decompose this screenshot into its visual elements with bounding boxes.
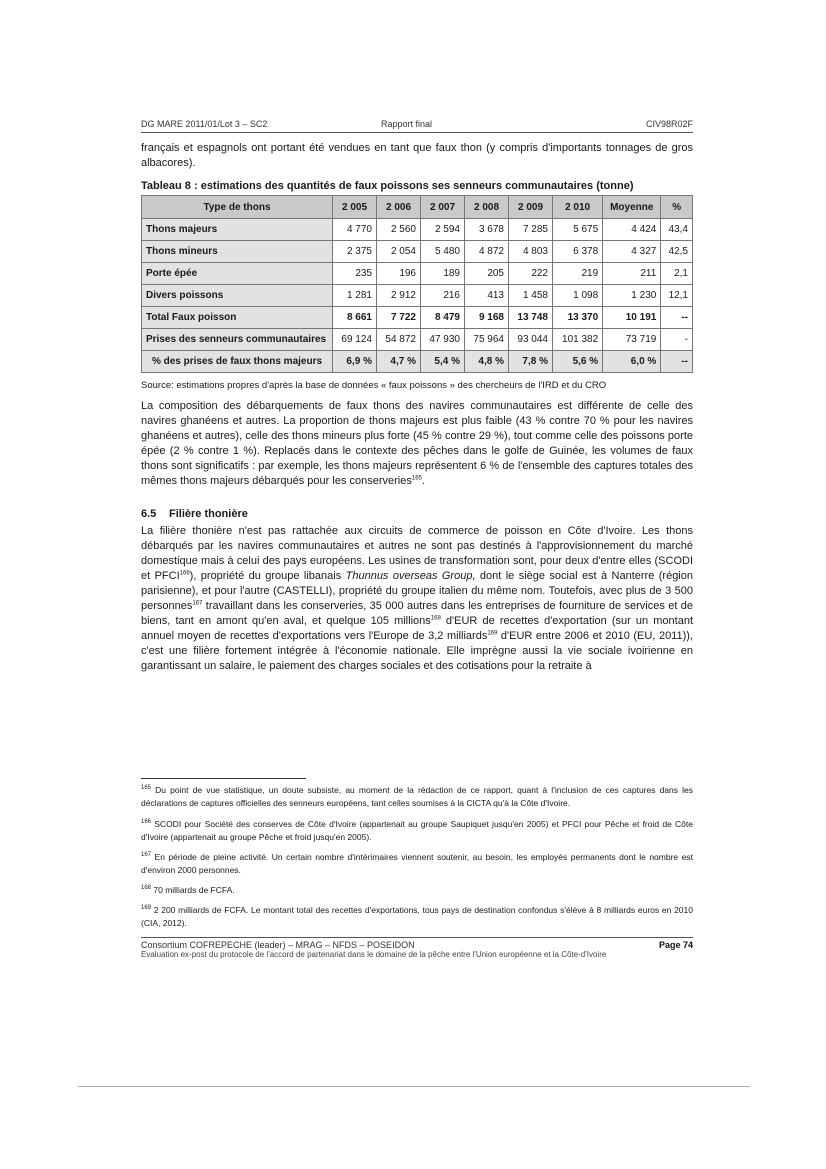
table-header-row (142, 196, 693, 219)
col-header: 2 008 (465, 196, 509, 219)
fake-fish-table (141, 195, 693, 373)
paragraph-text: d'EUR de recettes d'exportation (sur un montant annuel moyen de recettes d'exportations vers l'Europe de 3,2 milliards (141, 615, 693, 642)
table-cell: 4 327 (603, 241, 661, 263)
footnote-ref[interactable]: 165 (411, 475, 422, 482)
table-row (142, 329, 693, 351)
table-cell: -- (661, 351, 693, 373)
table-cell: 5,4 % (421, 351, 465, 373)
table-row (142, 285, 693, 307)
table-cell: 222 (509, 263, 553, 285)
table-cell: 2,1 (661, 263, 693, 285)
table-cell: 4 770 (333, 219, 377, 241)
col-header: 2 010 (553, 196, 603, 219)
paragraph-text: d'EUR entre 2006 et 2010 (EU, 2011)), c'est une filière fortement intégrée à l'économie nationale. Elle imprègne aussi la vie sociale ivoirienne en garantissant un salaire, le paiement des charges sociales et des cotisations pour la retraite à (141, 630, 693, 672)
row-label: Thons mineurs (142, 241, 333, 263)
page-header (141, 119, 693, 133)
col-header: % (661, 196, 693, 219)
italic-text: Thunnus overseas Group, (345, 570, 476, 582)
table-cell: - (661, 329, 693, 351)
table-row (142, 219, 693, 241)
paragraph-composition: La composition des débarquements de faux thons des navires communautaires est différente de celle des navires ghanéens et autres. La proportion de thons majeurs est plus faible (43 % contre 70 % pour les navires ghanéens et autres), celle des thons mineurs plus forte (45 % contre 29 %), tout comme celle des poissons porte épée (2 % contre 1 %). Replacés dans le contexte des pêches dans le golfe de Guinée, les volumes de faux thons sont significatifs : par exemple, les thons majeurs représentent 6 % de l'ensemble des captures totales des mêmes thons majeurs débarqués pour les conserveries$^{165}$. (141, 400, 693, 487)
footnote-number: 165 (141, 785, 152, 792)
table-cell: 211 (603, 263, 661, 285)
table-cell: 6 378 (553, 241, 603, 263)
table-cell: 8 479 (421, 307, 465, 329)
table-cell: 2 912 (377, 285, 421, 307)
footnote (141, 884, 693, 897)
table-cell: 2 054 (377, 241, 421, 263)
footnote (141, 784, 693, 810)
footer-title: Evaluation ex-post du protocole de l'accord de partenariat dans le domaine de la pêche entre l'Union européenne et la Côte-d'Ivoire (141, 950, 607, 959)
paragraph-text: dont le siège social est à Nanterre (région parisienne), et pour l'autre (CASTELLI), propriété du groupe italien du même nom. Toutefois, avec plus de 3 500 personnes (141, 570, 693, 612)
row-label: Divers poissons (142, 285, 333, 307)
col-header: Type de thons (142, 196, 333, 219)
table-cell: 1 230 (603, 285, 661, 307)
col-header: 2 007 (421, 196, 465, 219)
table-cell: 2 560 (377, 219, 421, 241)
col-header: 2 006 (377, 196, 421, 219)
footnote (141, 818, 693, 844)
col-header: 2 009 (509, 196, 553, 219)
footnote-ref[interactable]: 166 (179, 570, 190, 577)
table-cell: 2 375 (333, 241, 377, 263)
table-cell: 12,1 (661, 285, 693, 307)
table-row (142, 241, 693, 263)
footer-consortium: Consortium COFREPECHE (leader) – MRAG – NFDS – POSEIDON (141, 940, 415, 950)
row-label: Prises des senneurs communautaires (142, 329, 333, 351)
table-cell: 5 480 (421, 241, 465, 263)
table-cell: 6,9 % (333, 351, 377, 373)
footnote-number: 169 (141, 905, 152, 912)
table-cell: 75 964 (465, 329, 509, 351)
footnote-ref[interactable]: 168 (430, 615, 441, 622)
table-cell: 3 678 (465, 219, 509, 241)
paragraph-text: La filière thonière n'est pas rattachée aux circuits de commerce de poisson en Côte d'Ivoire. Les thons débarqués par les navires communautaires et autres ne sont pas destinés à l'approvisionnement du marché domestique mais à celui des pays européens. Les usines de transformation sont, pour deux d'entre elles (SCODI et PFCI (141, 525, 693, 582)
table-source: Source: estimations propres d'après la base de données « faux poissons » des chercheurs de l'IRD et du CRO (141, 380, 607, 391)
footnote-text: 2 200 milliards de FCFA. Le montant total des recettes d'exportations, tous pays de destination confondus s'élève à 8 milliards euros en 2010 (CIA, 2012). (141, 905, 693, 928)
table-cell: 93 044 (509, 329, 553, 351)
table-cell: 101 382 (553, 329, 603, 351)
table-cell: 13 748 (509, 307, 553, 329)
page-bottom-divider (78, 1086, 750, 1087)
table-cell: -- (661, 307, 693, 329)
row-label: Thons majeurs (142, 219, 333, 241)
row-label: Total Faux poisson (142, 307, 333, 329)
table-cell: 4,8 % (465, 351, 509, 373)
table-cell: 5,6 % (553, 351, 603, 373)
footnote-ref[interactable]: 167 (192, 600, 203, 607)
footnote (141, 904, 693, 930)
section-title: Filière thonière (169, 508, 248, 520)
table-cell: 7 722 (377, 307, 421, 329)
footnote-number: 168 (141, 885, 152, 892)
table-cell: 6,0 % (603, 351, 661, 373)
header-right: CIV98R02F (645, 119, 693, 129)
table-cell: 7 285 (509, 219, 553, 241)
paragraph-intro: français et espagnols ont portant été vendues en tant que faux thon (y compris d'importants tonnages de gros albacores). (141, 142, 693, 169)
table-cell: 10 191 (603, 307, 661, 329)
section-heading (141, 508, 248, 520)
table-cell: 69 124 (333, 329, 377, 351)
table-cell: 205 (465, 263, 509, 285)
header-left: DG MARE 2011/01/Lot 3 – SC2 (141, 119, 268, 129)
footnote-number: 166 (141, 819, 152, 826)
table-cell: 42,5 (661, 241, 693, 263)
table-cell: 1 098 (553, 285, 603, 307)
table-cell: 4,7 % (377, 351, 421, 373)
table-cell: 4 872 (465, 241, 509, 263)
table-cell: 1 458 (509, 285, 553, 307)
table-cell: 219 (553, 263, 603, 285)
table-cell: 2 594 (421, 219, 465, 241)
table-cell: 216 (421, 285, 465, 307)
table-cell: 54 872 (377, 329, 421, 351)
page-footer (141, 937, 693, 959)
table-cell: 196 (377, 263, 421, 285)
table-cell: 4 803 (509, 241, 553, 263)
table-cell: 73 719 (603, 329, 661, 351)
footnote (141, 851, 693, 877)
footnote-number: 167 (141, 852, 152, 859)
table-cell: 7,8 % (509, 351, 553, 373)
footnote-ref[interactable]: 169 (487, 630, 498, 637)
table-cell: 1 281 (333, 285, 377, 307)
paragraph-text: La composition des débarquements de faux thons des navires communautaires est différente de celle des navires ghanéens et autres. La proportion de thons majeurs est plus faible (43 % contre 70 % pour les navires ghanéens et autres), celle des thons mineurs plus forte (45 % contre 29 %), tout comme celle des poissons porte épée (2 % contre 1 %). Replacés dans le contexte des pêches dans le golfe de Guinée, les volumes de faux thons sont significatifs : par exemple, les thons majeurs représentent 6 % de l'ensemble des captures totales des mêmes thons majeurs débarqués pour les conserveries (141, 400, 693, 487)
footnote-divider (141, 778, 306, 779)
table-row (142, 263, 693, 285)
footnote-text: 70 milliards de FCFA. (151, 885, 235, 895)
row-label: Porte épée (142, 263, 333, 285)
table-cell: 5 675 (553, 219, 603, 241)
table-cell: 47 930 (421, 329, 465, 351)
table-cell: 8 661 (333, 307, 377, 329)
section-number: 6.5 (141, 508, 157, 520)
paragraph-filiere (141, 524, 693, 674)
table-cell: 13 370 (553, 307, 603, 329)
table-row-total (142, 307, 693, 329)
table-cell: 413 (465, 285, 509, 307)
footnote-text: En période de pleine activité. Un certain nombre d'intérimaires viennent soutenir, au besoin, les employés permanents dont le nombre est d'environ 2000 personnes. (141, 852, 693, 875)
table-cell: 189 (421, 263, 465, 285)
table-cell: 235 (333, 263, 377, 285)
table-cell: 4 424 (603, 219, 661, 241)
row-label: % des prises de faux thons majeurs (142, 351, 333, 373)
col-header: Moyenne (603, 196, 661, 219)
paragraph-text: travaillant dans les conserveries, 35 000 autres dans les entreprises de fourniture de services et de biens, tant en amont qu'en aval, et quelque 105 millions (141, 600, 693, 627)
table-row-percent (142, 351, 693, 373)
table-cell: 9 168 (465, 307, 509, 329)
table-caption: Tableau 8 : estimations des quantités de faux poissons ses senneurs communautaires (tonne) (141, 180, 634, 192)
table-cell: 43,4 (661, 219, 693, 241)
col-header: 2 005 (333, 196, 377, 219)
paragraph-text: ), propriété du groupe libanais (189, 570, 346, 582)
page-number: Page 74 (658, 940, 693, 950)
footnote-text: SCODI pour Société des conserves de Côte d'Ivoire (appartenait au groupe Saupiquet jusqu'en 2005) et PFCI pour Pêche et froid de Côte d'Ivoire (appartenait au groupe Pêche et froid jusqu'en 2005). (141, 819, 693, 842)
footnote-text: Du point de vue statistique, un doute subsiste, au moment de la rédaction de ce rapport, quant à l'inclusion de ces captures dans les déclarations de captures officielles des senneurs européens, tant celles soumises à la CICTA qu'à la Côte d'Ivoire. (141, 785, 693, 808)
header-center: Rapport final (381, 119, 433, 129)
